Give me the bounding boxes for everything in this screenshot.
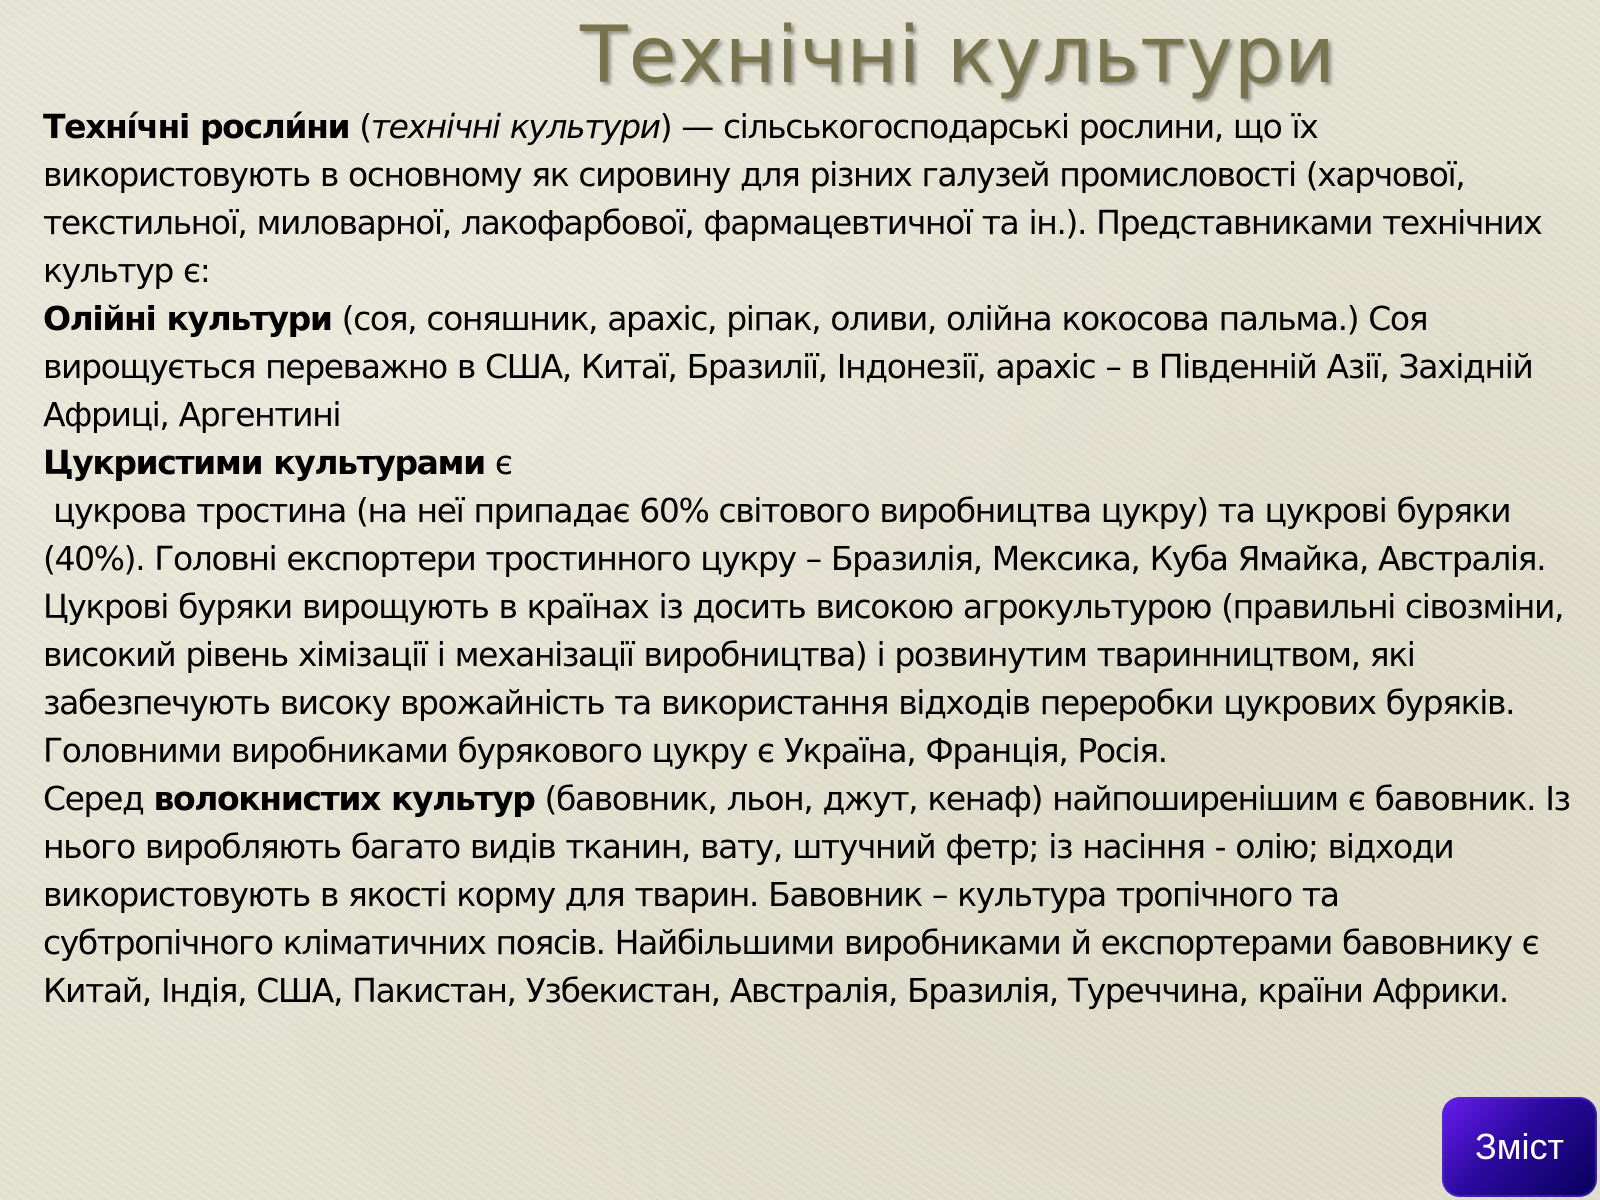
sugar-crops-heading-line — [43, 439, 1573, 487]
sugar-crops-paragraph — [43, 487, 1573, 583]
sugar-crops-heading: Цукристими культурами — [43, 443, 485, 482]
intro-term: Техні́чні росли́ни — [43, 107, 350, 146]
slide-title: Технічні культури — [580, 11, 1336, 101]
sugar-crops-text: цукрова тростина (на неї припадає 60% світового виробництва цукру) та цукрові буряки (40%). Головні експортери тростинного цукру – Бразилія, Мексика, Куба Ямайка, Австралія. — [43, 491, 1546, 578]
contents-button[interactable] — [1442, 1097, 1597, 1197]
slide-body — [43, 103, 1573, 1015]
oil-crops-paragraph — [43, 295, 1573, 439]
fiber-crops-paragraph — [43, 775, 1573, 1015]
intro-term-alt: технічні культури — [370, 107, 660, 146]
fiber-crops-text: (бавовник, льон, джут, кенаф) найпоширенішим є бавовник. Із нього виробляють багато видів тканин, вату, штучний фетр; із насіння - олію; відходи використовують в якості корму для тварин. Бавовник – культура тропічного та субтропічного кліматичних поясів. Найбільшими виробниками й експортерами бавовнику є Китай, Індія, США, Пакистан, Узбекистан, Австралія, Бразилія, Туреччина, країни Африки. — [43, 779, 1570, 1010]
fiber-crops-heading: волокнистих культур — [153, 779, 535, 818]
sugar-crops-heading-tail: є — [484, 443, 512, 482]
sugar-beet-paragraph — [43, 583, 1573, 775]
sugar-beet-text: Цукрові буряки вирощують в країнах із досить високою агрокультурою (правильні сівозміни, високий рівень хімізації і механізації виробництва) і розвинутим тваринництвом, які забезпечують високу врожайність та використання відходів переробки цукрових буряків. Головними виробниками бурякового цукру є Україна, Франція, Росія. — [43, 587, 1564, 770]
intro-paragraph — [43, 103, 1573, 295]
oil-crops-heading: Олійні культури — [43, 299, 332, 338]
oil-crops-text: (соя, соняшник, арахіс, ріпак, оливи, олійна кокосова пальма.) Соя вирощується переважно в США, Китаї, Бразилії, Індонезії, арахіс – в Південній Азії, Західній Африці, Аргентині — [43, 299, 1533, 434]
fiber-crops-prefix: Серед — [43, 779, 154, 818]
contents-button-label: Зміст — [1475, 1126, 1564, 1167]
intro-text: ) — сільськогосподарські рослини, що їх використовують в основному як сировину для різних галузей промисловості (харчової, текстильної, миловарної, лакофарбової, фармацевтичної та ін.). Представниками технічних культур є: — [43, 107, 1542, 290]
intro-open-paren: ( — [349, 107, 371, 146]
